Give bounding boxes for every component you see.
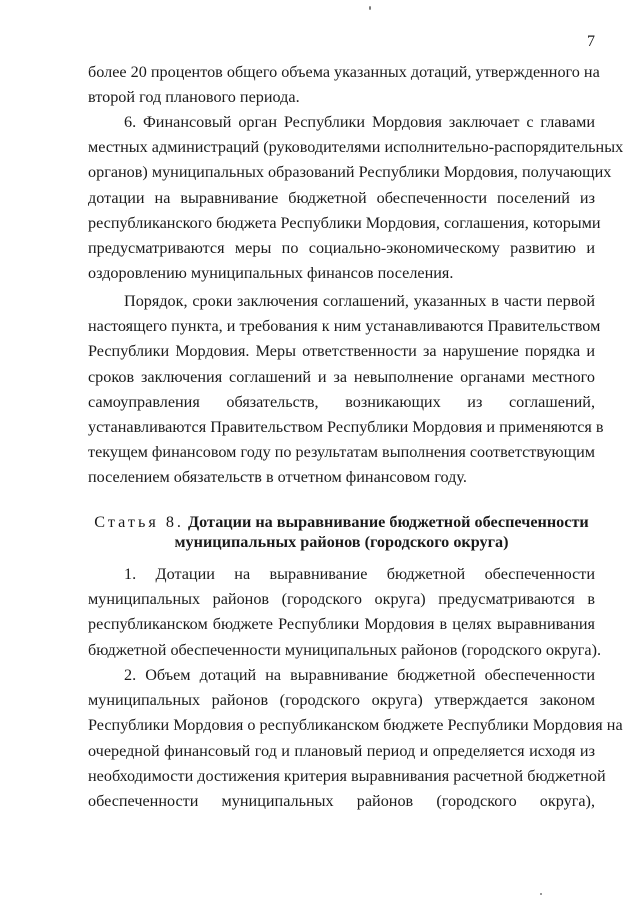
text-line: текущем финансовом году по результатам выполнения соответствующим bbox=[88, 443, 596, 462]
paragraph-6 bbox=[88, 110, 624, 286]
page-number: 7 bbox=[587, 33, 595, 50]
text-line: Республики Мордовия о республиканском бюджете Республики Мордовия на bbox=[88, 716, 623, 735]
paragraph-8-2 bbox=[88, 663, 623, 814]
text-line: очередной финансовый год и плановый период и определяется исходя из bbox=[88, 741, 595, 760]
text-line: республиканском бюджете Республики Мордовия в целях выравнивания bbox=[88, 615, 595, 634]
text-line: республиканского бюджета Республики Мордовия, соглашения, которыми bbox=[88, 213, 601, 232]
text-line: поселением обязательств в отчетном финансовом году. bbox=[88, 468, 467, 487]
text-line: самоуправления обязательств, возникающих из соглашений, bbox=[88, 392, 595, 411]
text-line: муниципальных районов (городского округа) утверждается законом bbox=[88, 691, 595, 710]
text-line: органов) муниципальных образований Республики Мордовия, получающих bbox=[88, 163, 612, 182]
text-line: Порядок, сроки заключения соглашений, указанных в части первой bbox=[124, 292, 595, 310]
paragraph-continuation bbox=[88, 60, 600, 110]
article-label: Статья 8. bbox=[94, 513, 184, 531]
text-line: необходимости достижения критерия выравнивания расчетной бюджетной bbox=[88, 766, 606, 785]
paragraph-order bbox=[88, 289, 604, 491]
scan-speck bbox=[369, 6, 371, 10]
text-line: дотации на выравнивание бюджетной обеспеченности поселений из bbox=[88, 188, 595, 207]
article-heading-line bbox=[88, 512, 595, 532]
text-line: сроков заключения соглашений и за невыполнение органами местного bbox=[88, 367, 595, 386]
text-line: оздоровлению муниципальных финансов поселения. bbox=[88, 264, 454, 283]
text-line: местных администраций (руководителями исполнительно-распорядительных bbox=[88, 138, 624, 157]
text-line: 6. Финансовый орган Республики Мордовия заключает с главами bbox=[124, 113, 595, 131]
article-title-continuation: муниципальных районов (городского округа) bbox=[174, 533, 509, 551]
text-line: 1. Дотации на выравнивание бюджетной обеспеченности bbox=[124, 565, 595, 583]
paragraph-8-1 bbox=[88, 562, 602, 663]
text-line: муниципальных районов (городского округа) предусматриваются в bbox=[88, 590, 595, 609]
text-line: второй год планового периода. bbox=[88, 88, 300, 107]
text-line: устанавливаются Правительством Республики Мордовия и применяются в bbox=[88, 417, 604, 436]
text-line: настоящего пункта, и требования к ним устанавливаются Правительством bbox=[88, 317, 601, 336]
scan-speck bbox=[540, 893, 542, 895]
article-8-heading bbox=[88, 512, 595, 552]
text-line: бюджетной обеспеченности муниципальных районов (городского округа). bbox=[88, 640, 602, 659]
text-line: Республики Мордовия. Меры ответственности за нарушение порядка и bbox=[88, 342, 595, 361]
article-title: Дотации на выравнивание бюджетной обеспеченности bbox=[188, 513, 589, 531]
text-line: обеспеченности муниципальных районов (городского округа), bbox=[88, 791, 595, 810]
text-line: 2. Объем дотаций на выравнивание бюджетной обеспеченности bbox=[124, 666, 595, 684]
text-line: предусматриваются меры по социально-экономическому развитию и bbox=[88, 238, 595, 257]
text-line: более 20 процентов общего объема указанных дотаций, утвержденного на bbox=[88, 63, 600, 81]
